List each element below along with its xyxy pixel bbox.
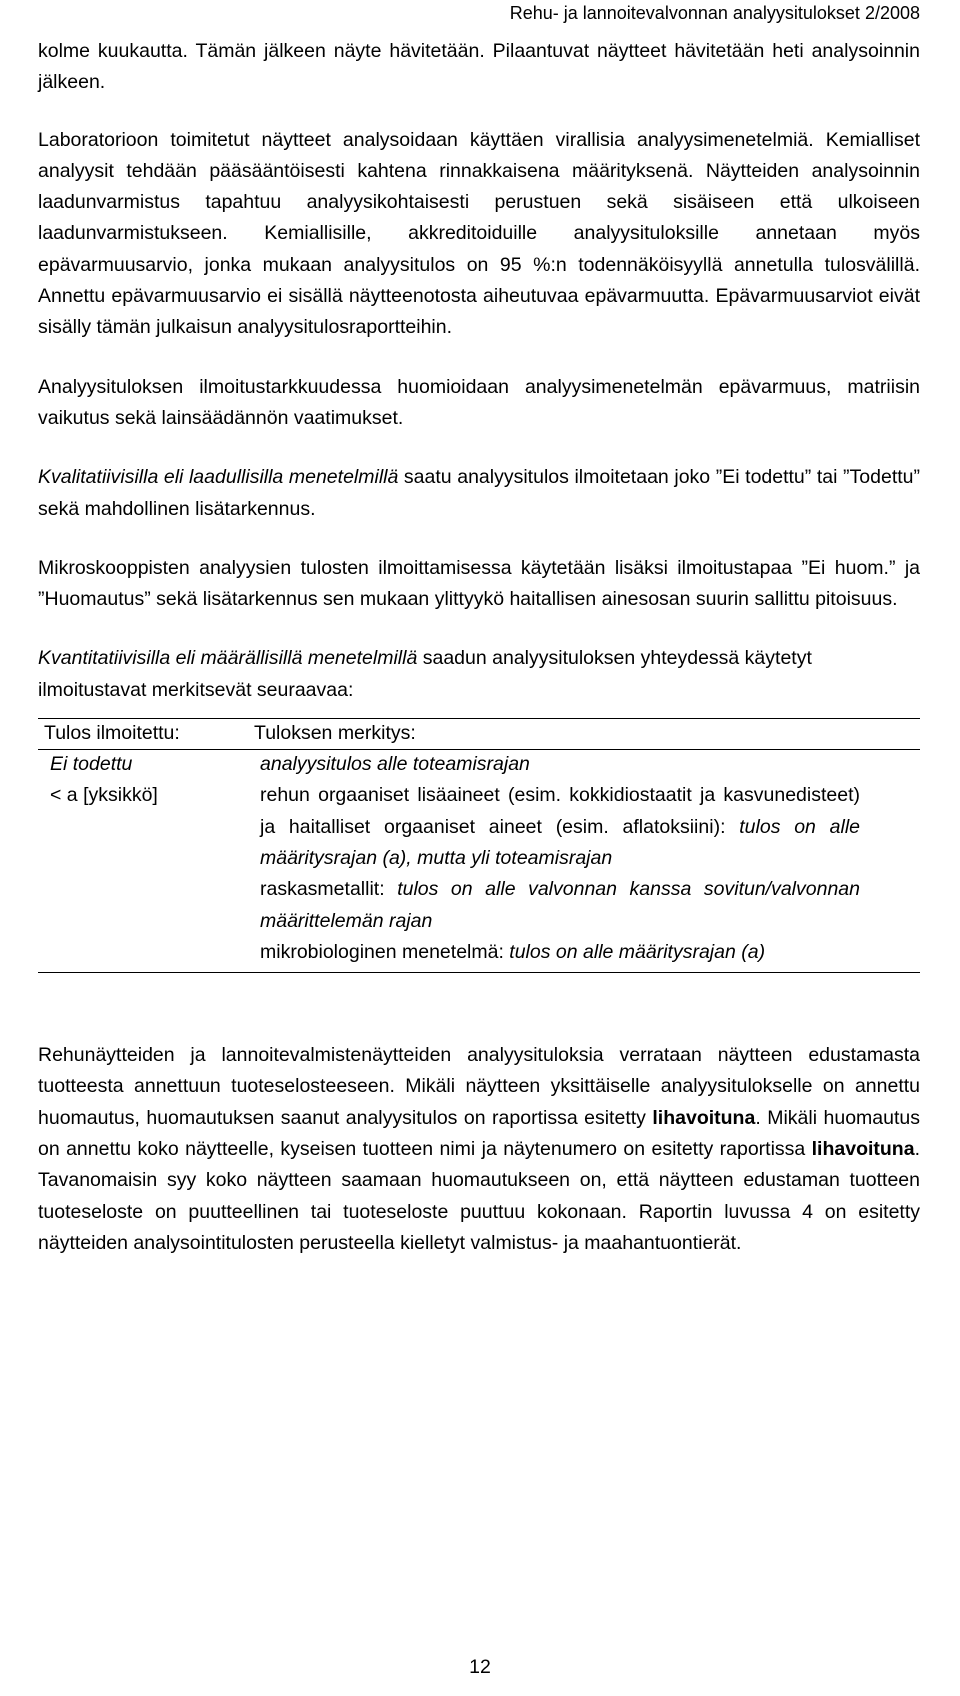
- table-top-rule: [38, 718, 920, 719]
- table-cell-not-detected: Ei todettu: [50, 753, 133, 776]
- paragraph-comparison-with-declaration: Rehunäytteiden ja lannoitevalmistenäytteiden analyysituloksia verrataan näytteen edustamasta tuotteesta annettuun tuoteselosteeseen. Mikäli näytteen yksittäiselle analyysitulokselle on annettu huomautus, huomautuksen saanut analyysitulos on raportissa esitetty lihavoituna. Mikäli huomautus on annettu koko näytteelle, kyseisen tuotteen nimi ja näytenumero on esitetty raportissa lihavoituna. Tavanomaisin syy koko näytteen saamaan huomautukseen on, että näytteen edustaman tuotteen tuoteseloste on puutteellinen tai tuoteseloste puuttuu kokonaan. Raportin luvussa 4 on esitetty näytteiden analysointitulosten perusteella kielletyt valmistus- ja maahantuontierät.: [38, 1044, 921, 1254]
- paragraph-analysis-methods: Laboratorioon toimitetut näytteet analysoidaan käyttäen virallisia analyysimenetelmiä. Kemialliset analyysit tehdään pääsääntöisesti kahtena rinnakkaisena määrityksenä. Näytteiden analysoinnin laadunvarmistus tapahtuu analyysikohtaisesti perustuen sekä sisäiseen että ulkoiseen laadunvarmistukseen. Kemiallisille, akkreditoiduille analyysituloksille annetaan myös epävarmuusarvio, jonka mukaan analyysitulos on 95 %:n todennäköisyyllä annetulla tulosvälillä. Annettu epävarmuusarvio ei sisällä näytteenotosta aiheutuvaa epävarmuutta. Epävarmuusarviot eivät sisälly tämän julkaisun analyysitulosraportteihin.: [38, 128, 920, 339]
- paragraph-qualitative-methods: [38, 462, 920, 525]
- table-result-column: [38, 749, 260, 968]
- running-header: Rehu- ja lannoitevalvonnan analyysitulokset 2/2008: [509, 3, 920, 23]
- bold-term: lihavoituna: [652, 1106, 756, 1129]
- table-header-row: [38, 718, 920, 749]
- table-header-result: Tulos ilmoitettu:: [44, 722, 180, 745]
- qualitative-text: saatu analyysitulos ilmoitetaan joko ”Ei todettu” tai ”Todettu” sekä mahdollinen lisätarkennus.: [38, 466, 921, 520]
- document-body: [38, 36, 920, 1287]
- table-cell-heavy-metals: raskasmetallit: tulos on alle valvonnan kanssa sovitun/valvonnan määrittelemän rajan: [260, 878, 860, 932]
- paragraph-sample-disposal: kolme kuukautta. Tämän jälkeen näyte hävitetään. Pilaantuvat näytteet hävitetään heti analysoinnin jälkeen.: [38, 40, 920, 94]
- page-number: 12: [469, 1656, 491, 1678]
- quantitative-term: Kvantitatiivisilla eli määrällisillä menetelmillä: [38, 647, 418, 670]
- table-header-rule: [38, 749, 920, 750]
- table-cell-below-limit: < a [yksikkö]: [50, 784, 158, 807]
- table-cell-microbiological: mikrobiologinen menetelmä: tulos on alle määritysrajan (a): [260, 940, 766, 963]
- paragraph-quantitative-methods: [38, 643, 920, 706]
- table-cell-organic-additives: rehun orgaaniset lisäaineet (esim. kokkidiostaatit ja kasvunedisteet) ja haitalliset orgaaniset aineet (esim. aflatoksiini): tulos on alle määritysrajan (a), mutta yli toteamisrajan: [260, 784, 860, 869]
- bold-term: lihavoituna: [811, 1138, 915, 1161]
- quantitative-text: saadun analyysituloksen yhteydessä käytetyt ilmoitustavat merkitsevät seuraavaa:: [38, 647, 812, 701]
- paragraph-microscopic-analyses: Mikroskooppisten analyysien tulosten ilmoittamisessa käytetään lisäksi ilmoitustapaa ”Ei huom.” ja ”Huomautus” sekä lisätarkennus sen mukaan ylittyykö haitallisen ainesosan suurin sallittu pitoisuus.: [38, 556, 920, 611]
- table-cell-meaning-not-detected: analyysitulos alle toteamisrajan: [260, 753, 530, 776]
- table-bottom-rule: [38, 972, 920, 973]
- table-meaning-column: [260, 749, 860, 968]
- result-notation-table: [38, 718, 920, 978]
- paragraph-reporting-accuracy: Analyysituloksen ilmoitustarkkuudessa huomioidaan analyysimenetelmän epävarmuus, matriisin vaikutus sekä lainsäädännön vaatimukset.: [38, 375, 920, 429]
- table-header-meaning: Tuloksen merkitys:: [254, 722, 416, 745]
- table-body: [38, 749, 920, 968]
- qualitative-term: Kvalitatiivisilla eli laadullisilla menetelmillä: [38, 466, 399, 489]
